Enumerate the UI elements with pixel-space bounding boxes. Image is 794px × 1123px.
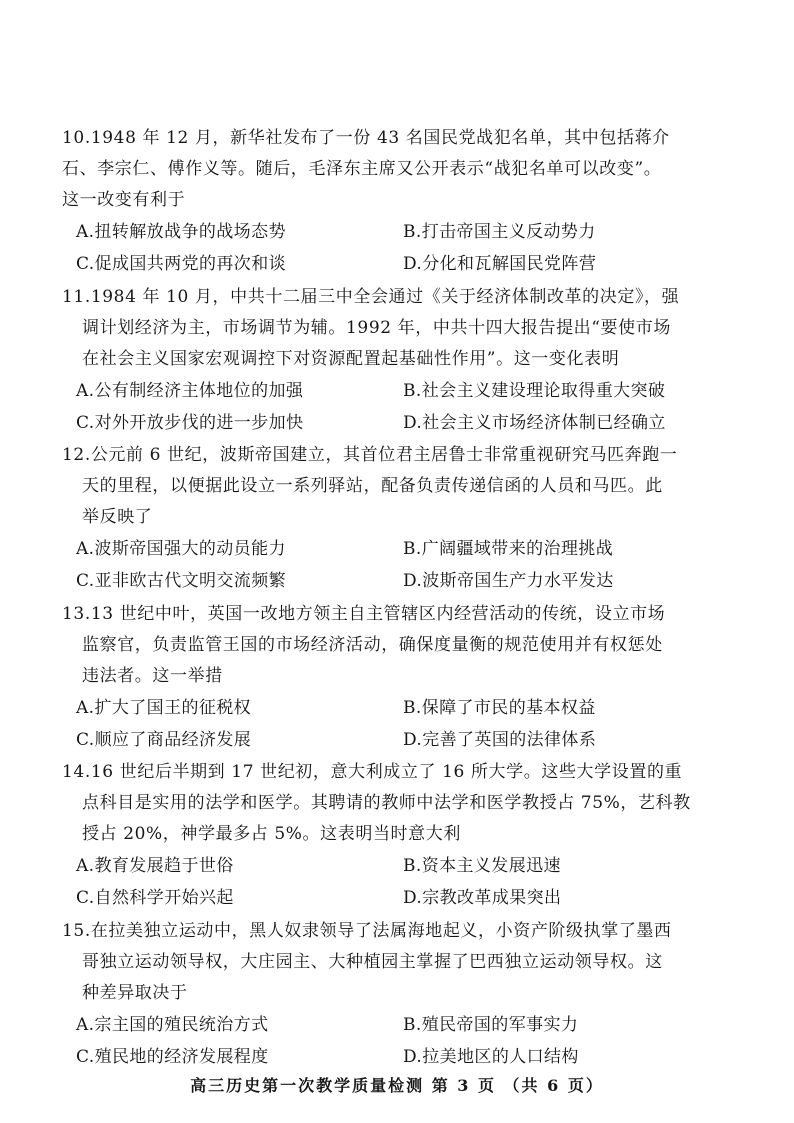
option-b: B.社会主义建设理论取得重大突破 [403,381,666,401]
question-stem-line: 10.1948 年 12 月，新华社发布了一份 43 名国民党战犯名单，其中包括蒋介 [62,128,670,148]
option-d: D.拉美地区的人口结构 [403,1047,579,1067]
option-c: C.殖民地的经济发展程度 [76,1047,269,1067]
question-stem-line: 这一改变有利于 [62,190,186,210]
option-d: D.波斯帝国生产力水平发达 [403,571,614,591]
option-a: A.教育发展趋于世俗 [76,856,234,876]
question-stem-line: 15.在拉美独立运动中，黑人奴隶领导了法属海地起义，小资产阶级执掌了墨西 [62,921,672,941]
question-stem-line: 石、李宗仁、傅作义等。随后，毛泽东主席又公开表示“战犯名单可以改变”。 [62,159,662,179]
option-c: C.促成国共两党的再次和谈 [76,254,287,274]
option-d: D.社会主义市场经济体制已经确立 [403,413,666,433]
option-a: A.波斯帝国强大的动员能力 [76,539,286,559]
option-d: D.宗教改革成果突出 [403,888,562,908]
question-stem-line: 12.公元前 6 世纪，波斯帝国建立，其首位君主居鲁士非常重视研究马匹奔跑一 [62,445,678,465]
option-c: C.亚非欧古代文明交流频繁 [76,571,287,591]
option-a: A.扩大了国王的征税权 [76,698,252,718]
page-footer: 高三历史第一次教学质量检测 第 3 页 （共 6 页） [190,1076,604,1095]
question-stem-line: 授占 20%，神学最多占 5%。这表明当时意大利 [82,824,461,844]
option-b: B.打击帝国主义反动势力 [403,222,596,242]
option-a: A.扭转解放战争的战场态势 [76,222,286,242]
question-stem-line: 违法者。这一举措 [82,666,223,686]
question-stem-line: 监察官，负责监管王国的市场经济活动，确保度量衡的规范使用并有权惩处 [82,635,663,655]
question-stem-line: 种差异取决于 [82,983,188,1003]
option-c: C.顺应了商品经济发展 [76,730,252,750]
option-b: B.保障了市民的基本权益 [403,698,596,718]
option-a: A.公有制经济主体地位的加强 [76,381,304,401]
question-stem-line: 举反映了 [82,507,153,527]
question-stem-line: 哥独立运动领导权，大庄园主、大种植园主掌握了巴西独立运动领导权。这 [82,952,663,972]
question-stem-line: 14.16 世纪后半期到 17 世纪初，意大利成立了 16 所大学。这些大学设置的重 [62,762,683,782]
option-b: B.资本主义发展迅速 [403,856,561,876]
question-stem-line: 点科目是实用的法学和医学。其聘请的教师中法学和医学教授占 75%，艺科教 [82,793,691,813]
question-stem-line: 天的里程，以便据此设立一系列驿站，配备负责传递信函的人员和马匹。此 [82,476,663,496]
question-stem-line: 13.13 世纪中叶，英国一改地方领主自主管辖区内经营活动的传统，设立市场 [62,604,666,624]
option-c: C.对外开放步伐的进一步加快 [76,413,304,433]
option-b: B.殖民帝国的军事实力 [403,1015,579,1035]
option-c: C.自然科学开始兴起 [76,888,234,908]
question-stem-line: 调计划经济为主，市场调节为辅。1992 年，中共十四大报告提出“要使市场 [82,318,671,338]
question-stem-line: 11.1984 年 10 月，中共十二届三中全会通过《关于经济体制改革的决定》，强 [62,287,680,307]
option-a: A.宗主国的殖民统治方式 [76,1015,269,1035]
option-d: D.完善了英国的法律体系 [403,730,597,750]
option-b: B.广阔疆域带来的治理挑战 [403,539,614,559]
question-stem-line: 在社会主义国家宏观调控下对资源配置起基础性作用”。这一变化表明 [82,349,620,369]
option-d: D.分化和瓦解国民党阵营 [403,254,597,274]
